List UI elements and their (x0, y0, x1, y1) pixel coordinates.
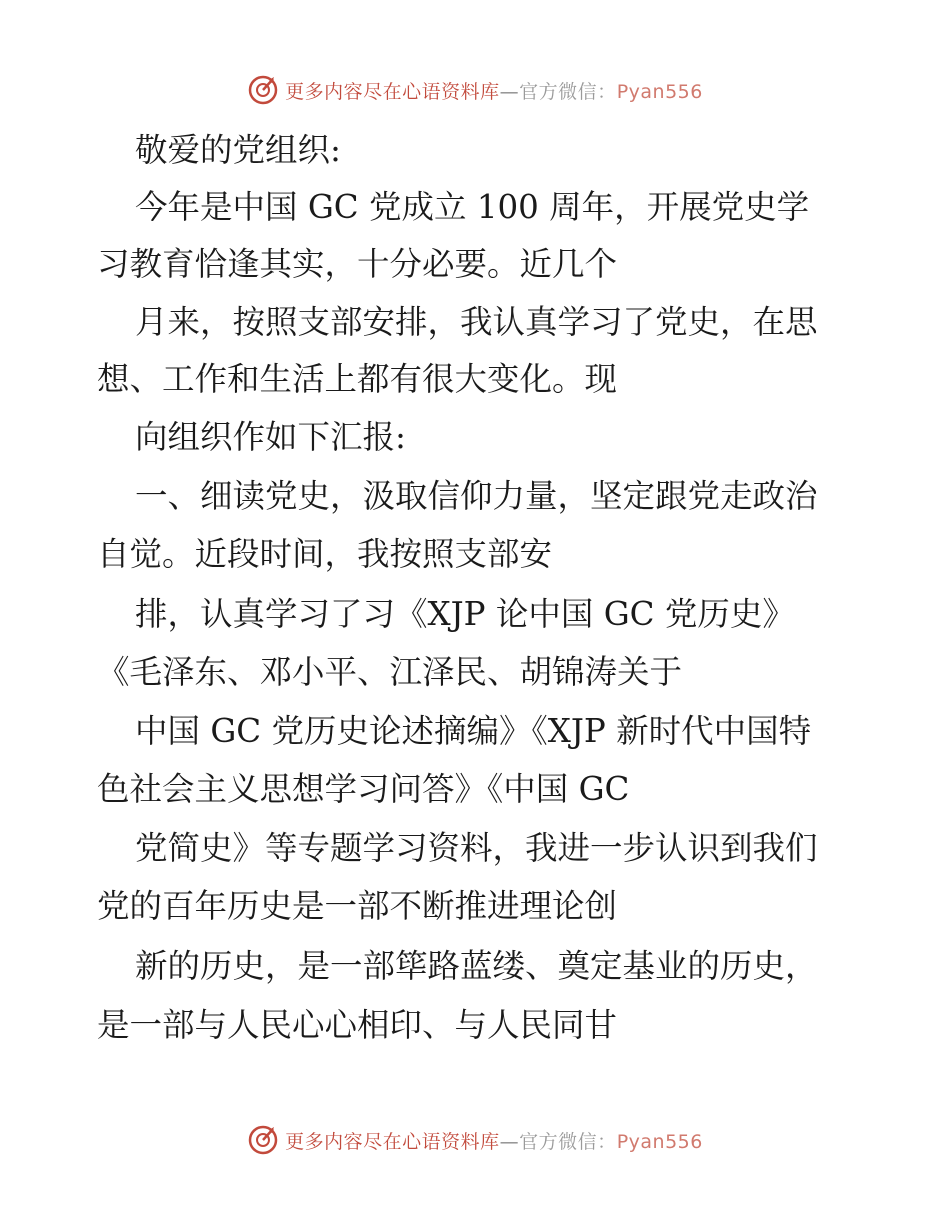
text-line: 排，认真学习了习《XJP 论中国 GC 党历史》 (135, 595, 795, 633)
wechat-id: Pyan556 (616, 1130, 703, 1153)
header-banner-text (285, 77, 703, 104)
text-line: 习教育恰逢其实，十分必要。近几个 (97, 245, 618, 283)
logo-icon (247, 1124, 279, 1156)
promo-text: 更多内容尽在心语资料库 (285, 1130, 500, 1153)
wechat-id: Pyan556 (616, 80, 703, 103)
footer-banner-text (285, 1127, 703, 1154)
header-banner (0, 72, 950, 108)
promo-text: 更多内容尽在心语资料库 (285, 80, 500, 103)
text-line: 《毛泽东、邓小平、江泽民、胡锦涛关于 (97, 653, 683, 691)
text-line: 党的百年历史是一部不断推进理论创 (97, 887, 618, 925)
wechat-label: 官方微信： (519, 80, 617, 103)
text-line: 中国 GC 党历史论述摘编》《XJP 新时代中国特 (135, 712, 812, 750)
text-line: 新的历史，是一部筚路蓝缕、奠定基业的历史， (135, 947, 818, 985)
separator-dash: — (499, 1130, 520, 1153)
text-line: 敬爱的党组织: (135, 131, 341, 169)
separator-dash: — (499, 80, 520, 103)
footer-banner (0, 1122, 950, 1158)
wechat-label: 官方微信： (519, 1130, 617, 1153)
text-line: 想、工作和生活上都有很大变化。现 (97, 360, 618, 398)
text-line: 自觉。近段时间，我按照支部安 (97, 535, 553, 573)
text-line: 今年是中国 GC 党成立 100 周年，开展党史学 (135, 188, 810, 226)
text-line: 是一部与人民心心相印、与人民同甘 (97, 1006, 618, 1044)
text-line: 向组织作如下汇报: (135, 418, 406, 456)
text-line: 色社会主义思想学习问答》《中国 GC (97, 770, 630, 808)
text-line: 党简史》等专题学习资料，我进一步认识到我们 (135, 829, 818, 867)
logo-icon (247, 74, 279, 106)
text-line: 一、细读党史，汲取信仰力量，坚定跟党走政治 (135, 477, 818, 515)
text-line: 月来，按照支部安排，我认真学习了党史，在思 (135, 303, 818, 341)
